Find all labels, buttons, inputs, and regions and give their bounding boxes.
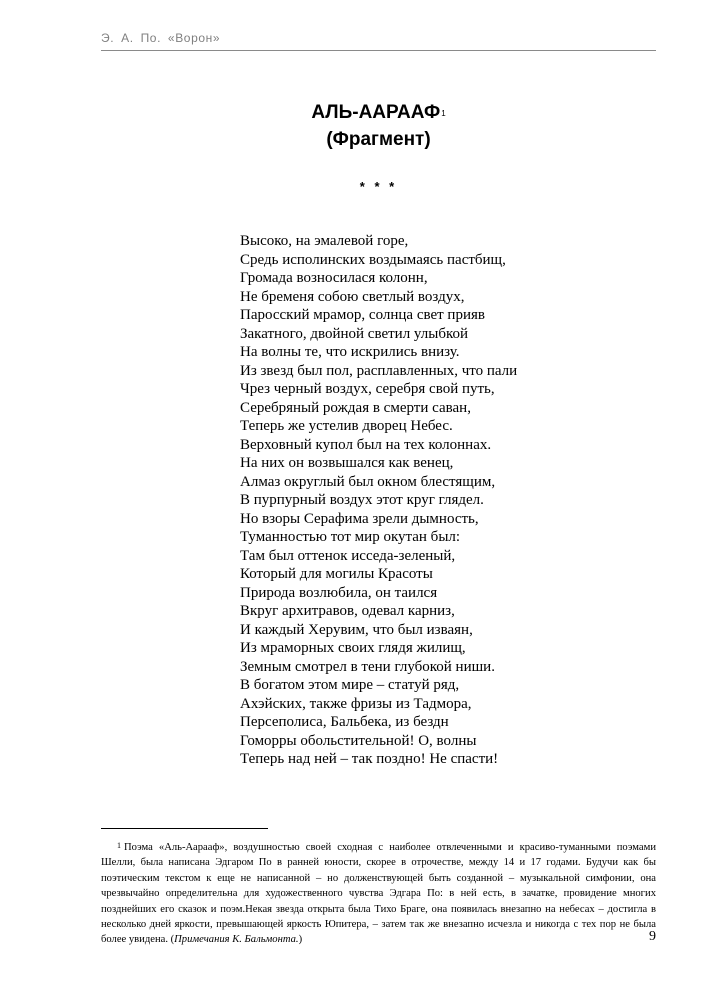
poem-line: Не бременя собою светлый воздух,: [240, 288, 465, 305]
poem-title-text: АЛЬ-ААРААФ: [311, 102, 441, 123]
poem-title-block: [101, 101, 656, 152]
footnote-divider: [101, 828, 268, 829]
footnote-attribution: Примечания К. Бальмонта.: [174, 934, 299, 946]
poem-line: На них он возвышался как венец,: [240, 455, 454, 471]
poem-line: Верховный купол был на тех колоннах.: [240, 436, 492, 453]
poem-line: Который для могилы Красоты: [240, 566, 433, 582]
poem-title: [101, 101, 656, 125]
poem-line: Гоморры обольстительной! О, волны: [240, 732, 477, 749]
section-separator: * * *: [359, 179, 398, 194]
footnote-marker: 1: [117, 841, 121, 850]
header-divider: [101, 50, 656, 51]
poem-line: Теперь же устелив дворец Небес.: [240, 418, 453, 434]
poem-text: [240, 232, 517, 769]
poem-line: Теперь над ней – так поздно! Не спасти!: [240, 751, 499, 767]
poem-line: Персеполиса, Бальбека, из бездн: [240, 714, 449, 730]
poem-line: Серебряный рождая в смерти саван,: [240, 399, 471, 416]
poem-line: Ахэйских, также фризы из Тадмора,: [240, 695, 472, 712]
poem-line: На волны те, что искрились внизу.: [240, 344, 460, 360]
page-number: 9: [649, 929, 656, 944]
poem-line: Но взоры Серафима зрели дымность,: [240, 510, 479, 527]
poem-line: Паросский мрамор, солнца свет прияв: [240, 307, 485, 323]
poem-line: Высоко, на эмалевой горе,: [240, 233, 409, 249]
poem-line: Громада возносилася колонн,: [240, 270, 428, 286]
poem-line: Средь исполинских воздымаясь пастбищ,: [240, 251, 506, 268]
poem-line: И каждый Херувим, что был изваян,: [240, 621, 473, 638]
poem-line: Из мраморных своих глядя жилищ,: [240, 640, 466, 656]
poem-line: Земным смотрел в тени глубокой ниши.: [240, 658, 495, 675]
footnote-closing: ): [298, 934, 303, 946]
poem-subtitle: (Фрагмент): [326, 129, 431, 150]
running-header: Э. А. По. «Ворон»: [101, 31, 221, 45]
poem-line: Вкруг архитравов, одевал карниз,: [240, 603, 455, 619]
poem-line: Природа возлюбила, он таился: [240, 584, 438, 601]
poem-line: Алмаз округлый был окном блестящим,: [240, 473, 496, 490]
poem-line: В пурпурный воздух этот круг глядел.: [240, 492, 484, 508]
poem-line: Закатного, двойной светил улыбкой: [240, 325, 469, 342]
footnote-text: Поэма «Аль-Аарааф», воздушностью своей сходная с наиболее отвлеченными и красиво-туманными поэмами Шелли, была написана Эдгаром По в ранней юности, скорее в отрочестве, между 14 и 17 годами. Будучи как бы поэтическим текстом к еще не написанной – но долженствующей быть созданной – музыкальной симфонии, она чрезвычайно определительна для художественного чувства Эдгара По: в ней есть, в зачатке, провидение многих позднейших его сказок и поэм.Некая звезда открыта была Тихо Браге, она появилась внезапно на небесах – достигла в несколько дней яркости, превышающей яркость Юпитера, – затем так же внезапно исчезла и никогда с тех пор не была более увидена. (: [101, 842, 656, 946]
title-footnote-marker[interactable]: 1: [441, 109, 446, 118]
poem-line: Чрез черный воздух, серебря свой путь,: [240, 381, 495, 397]
footnote: [101, 840, 656, 948]
poem-line: Туманностью тот мир окутан был:: [240, 529, 461, 545]
poem-line: Там был оттенок исседа-зеленый,: [240, 547, 456, 564]
poem-line: В богатом этом мире – статуй ряд,: [240, 677, 460, 693]
poem-line: Из звезд был пол, расплавленных, что пали: [240, 362, 518, 379]
